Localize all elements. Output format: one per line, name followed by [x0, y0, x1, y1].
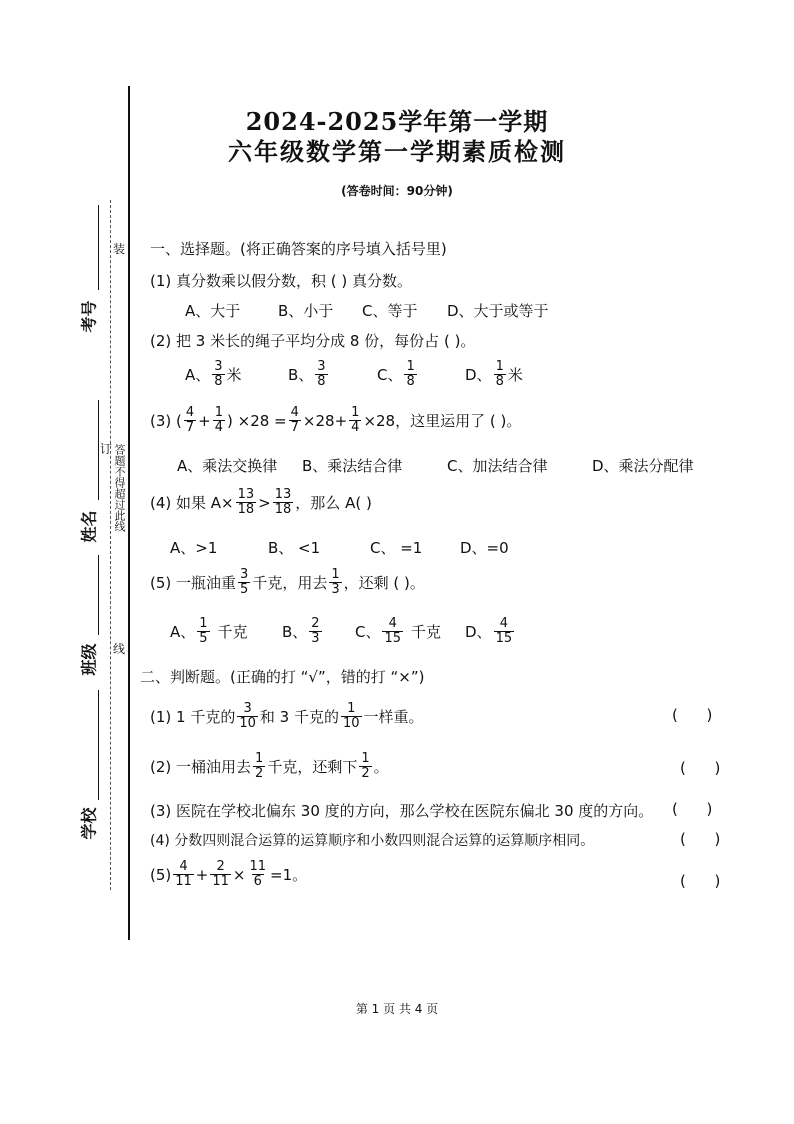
text-segment: (2) 一桶油用去	[150, 758, 252, 776]
q1-3-option-b: B、乘法结合律	[302, 457, 403, 475]
q1-4-option-b: B、 <1	[268, 539, 321, 557]
denominator: 5	[199, 631, 208, 646]
numerator: 1	[351, 405, 360, 420]
q1-5-option-a	[170, 617, 248, 646]
numerator: 1	[255, 751, 264, 766]
q1-3-option-d: D、乘法分配律	[592, 457, 694, 475]
option-letter: D、	[465, 366, 492, 384]
q1-5-option-b	[282, 617, 324, 646]
text-segment: (1) 1 千克的	[150, 708, 236, 726]
option-unit: 千克	[217, 623, 248, 641]
numerator: 1	[199, 616, 208, 631]
option-letter: B、	[288, 366, 314, 384]
numerator: 4	[388, 616, 397, 631]
denominator: 4	[214, 420, 224, 435]
denominator: 3	[331, 582, 340, 597]
q2-5-stem	[150, 860, 307, 889]
time-note: (答卷时间：90分钟)	[341, 184, 453, 198]
q1-3-option-c: C、加法结合律	[447, 457, 548, 475]
fraction	[273, 488, 294, 517]
numerator: 3	[243, 701, 252, 716]
text-segment: 千克，还剩下	[267, 758, 358, 776]
q1-2-option-c	[377, 360, 419, 389]
text-segment: (3) (	[150, 411, 182, 430]
fraction	[494, 617, 515, 646]
blank-class	[98, 555, 99, 635]
numerator: 2	[216, 859, 225, 874]
binding-dashed-line	[110, 200, 111, 890]
denominator: 4	[351, 420, 360, 435]
text-segment: 和 3 千克的	[259, 708, 339, 726]
numerator: 11	[249, 859, 267, 874]
binding-char-ding: 订	[100, 442, 113, 456]
q1-1-option-c: C、等于	[362, 302, 418, 320]
fraction	[494, 360, 506, 389]
q1-4-option-a: A、>1	[170, 539, 218, 557]
numerator: 4	[499, 616, 508, 631]
text-segment: 一样重。	[363, 708, 424, 726]
label-class: 班级	[79, 643, 99, 676]
q1-4-stem	[150, 488, 372, 517]
option-unit: 米	[507, 366, 523, 384]
q1-1-stem: (1) 真分数乘以假分数，积 ( ) 真分数。	[150, 272, 413, 290]
fraction	[341, 702, 362, 731]
label-name: 姓名	[79, 510, 99, 543]
page-number: 第 1 页 共 4 页	[355, 1002, 439, 1016]
fraction	[184, 406, 196, 435]
numerator: 3	[214, 359, 223, 374]
denominator: 8	[317, 374, 326, 389]
fraction	[173, 860, 194, 889]
option-letter: A、	[185, 366, 211, 384]
answer-paren-2-1[interactable]: ( )	[672, 706, 713, 724]
denominator: 2	[361, 766, 370, 781]
section1-heading: 一、选择题。(将正确答案的序号填入括号里)	[150, 240, 447, 258]
denominator: 8	[214, 374, 223, 389]
fraction	[349, 406, 361, 435]
denominator: 5	[240, 582, 249, 597]
text-segment: ，那么 A( )	[295, 494, 372, 512]
numerator: 3	[240, 567, 249, 582]
denominator: 15	[495, 631, 513, 646]
text-segment: (5)	[150, 865, 172, 884]
text-segment: >	[258, 493, 271, 512]
blank-school	[98, 690, 99, 800]
q1-4-option-d: D、=0	[460, 539, 509, 557]
numerator: 4	[290, 405, 299, 420]
fraction	[329, 568, 341, 597]
denominator: 3	[311, 631, 320, 646]
fraction	[248, 860, 269, 889]
numerator: 1	[331, 567, 340, 582]
numerator: 4	[179, 859, 188, 874]
numerator: 3	[317, 359, 326, 374]
fraction	[212, 360, 224, 389]
denominator: 18	[274, 502, 292, 517]
answer-paren-2-3[interactable]: ( )	[672, 800, 713, 818]
option-letter: C、	[377, 366, 403, 384]
option-unit: 千克	[411, 623, 442, 641]
fraction	[238, 568, 250, 597]
exam-subtitle: 六年级数学第一学期素质检测	[228, 137, 566, 166]
option-letter: D、	[465, 623, 492, 641]
text-segment: =1。	[270, 866, 308, 884]
q1-5-stem	[150, 568, 425, 597]
numerator: 1	[361, 751, 370, 766]
denominator: 11	[212, 874, 229, 889]
q1-1-option-a: A、大于	[185, 302, 241, 320]
q2-4-stem: (4) 分数四则混合运算的运算顺序和小数四则混合运算的运算顺序相同。	[150, 833, 595, 849]
q2-2-stem	[150, 752, 389, 781]
q1-2-stem: (2) 把 3 米长的绳子平均分成 8 份，每份占 ( )。	[150, 332, 476, 350]
denominator: 7	[290, 420, 299, 435]
q2-1-stem	[150, 702, 424, 731]
option-letter: C、	[355, 623, 381, 641]
fraction	[404, 360, 416, 389]
text-segment: (4) 如果 A×	[150, 494, 234, 512]
q1-2-option-d	[465, 360, 523, 389]
binding-char-zhuang: 装	[113, 242, 126, 256]
q1-2-option-b	[288, 360, 330, 389]
binding-line	[128, 86, 130, 940]
denominator: 10	[239, 716, 256, 731]
answer-paren-2-5[interactable]: ( )	[680, 872, 721, 890]
answer-paren-2-2[interactable]: ( )	[680, 759, 721, 777]
option-unit: 米	[226, 366, 242, 384]
text-segment: ×	[232, 865, 246, 884]
text-segment: 。	[373, 758, 389, 776]
binding-char-xian: 线	[113, 642, 126, 656]
numerator: 13	[237, 487, 255, 502]
fraction	[197, 617, 209, 646]
denominator: 11	[175, 874, 192, 889]
q1-1-option-b: B、小于	[278, 302, 334, 320]
fraction	[236, 488, 257, 517]
denominator: 10	[342, 716, 360, 731]
q1-2-option-a	[185, 360, 242, 389]
fraction	[253, 752, 265, 781]
numerator: 13	[274, 487, 292, 502]
option-letter: B、	[282, 623, 308, 641]
blank-exam-number	[98, 205, 99, 290]
fraction	[213, 406, 225, 435]
text-segment: (5) 一瓶油重	[150, 574, 237, 592]
q1-4-option-c: C、 =1	[370, 539, 423, 557]
numerator: 2	[311, 616, 320, 631]
text-segment: +	[198, 411, 211, 430]
numerator: 1	[347, 701, 356, 716]
answer-paren-2-4[interactable]: ( )	[680, 830, 721, 848]
section2-heading: 二、判断题。(正确的打 “√”，错的打 “×”)	[140, 668, 425, 686]
q1-1-option-d: D、大于或等于	[447, 302, 549, 320]
q1-3-option-a: A、乘法交换律	[177, 457, 278, 475]
denominator: 8	[406, 374, 415, 389]
fraction	[359, 752, 371, 781]
denominator: 18	[237, 502, 255, 517]
denominator: 2	[255, 766, 264, 781]
q2-3-stem: (3) 医院在学校北偏东 30 度的方向，那么学校在医院东偏北 30 度的方向。	[150, 802, 654, 820]
numerator: 4	[185, 405, 195, 420]
option-letter: A、	[170, 623, 196, 641]
denominator: 7	[185, 420, 195, 435]
fraction	[210, 860, 231, 889]
numerator: 1	[214, 405, 224, 420]
numerator: 1	[406, 359, 415, 374]
fraction	[289, 406, 301, 435]
label-exam-number: 考号	[79, 300, 99, 333]
text-segment: ) ×28 =	[227, 411, 287, 430]
q1-3-stem	[150, 406, 521, 435]
numerator: 1	[495, 359, 504, 374]
text-segment: ×28，这里运用了 ( )。	[363, 412, 522, 430]
text-segment: 千克，用去	[252, 574, 328, 592]
fraction	[237, 702, 258, 731]
fraction	[382, 617, 403, 646]
blank-name	[98, 400, 99, 500]
q1-5-option-c	[355, 617, 441, 646]
fraction	[315, 360, 327, 389]
fraction	[309, 617, 321, 646]
q1-5-option-d	[465, 617, 516, 646]
binding-warning: 答题不得超过此线	[113, 444, 126, 532]
exam-title: 2024-2025学年第一学期	[245, 107, 549, 136]
denominator: 15	[384, 631, 402, 646]
denominator: 8	[495, 374, 504, 389]
label-school: 学校	[79, 807, 99, 840]
denominator: 6	[253, 874, 262, 889]
text-segment: ，还剩 ( )。	[343, 574, 425, 592]
text-segment: ×28+	[302, 411, 348, 430]
text-segment: +	[195, 865, 209, 884]
